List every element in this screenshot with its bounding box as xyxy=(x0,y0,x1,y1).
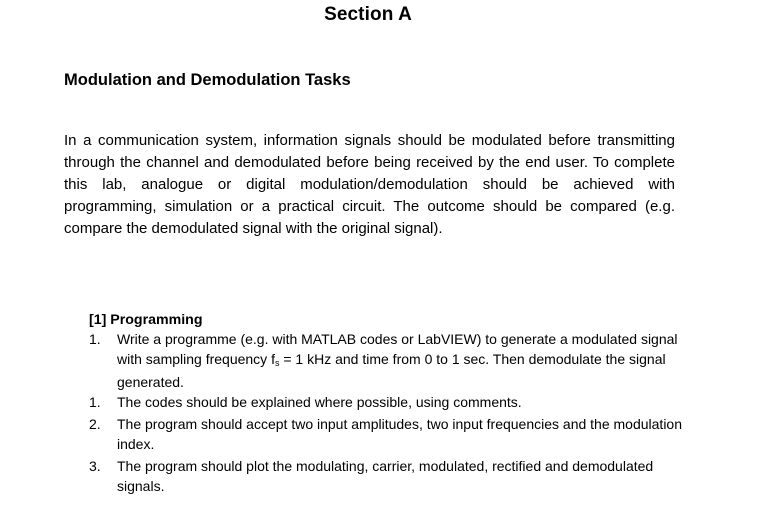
programming-list xyxy=(89,330,689,496)
list-item-text: Write a programme (e.g. with MATLAB codes or LabVIEW) to generate a modulated signal with sampling frequency $f_s = 1$ kHz and time from 0 to 1 sec. Then demodulate the signal generated. xyxy=(117,331,678,390)
programming-heading: [1] Programming xyxy=(89,312,203,328)
section-title: Section A xyxy=(324,4,412,25)
list-item xyxy=(89,457,689,496)
task-heading: Modulation and Demodulation Tasks xyxy=(64,71,351,89)
intro-paragraph: In a communication system, information signals should be modulated before transmitting through the channel and demodulated before being received by the end user. To complete this lab, analogue or digital modulation/demodulation should be achieved with programming, simulation or a practical circuit. The outcome should be compared (e.g. compare the demodulated signal with the original signal). xyxy=(64,132,675,237)
programming-section xyxy=(89,311,689,496)
list-item-number: 1. xyxy=(89,393,101,410)
list-item xyxy=(89,393,689,413)
list-item-number: 2. xyxy=(89,416,101,432)
list-item xyxy=(89,330,689,393)
list-item-number: 3. xyxy=(89,458,101,474)
list-item-text: The codes should be explained where possible, using comments. xyxy=(117,393,522,410)
list-item-text: The program should plot the modulating, carrier, modulated, rectified and demodulated signals. xyxy=(117,458,654,494)
list-item-text: The program should accept two input amplitudes, two input frequencies and the modulation index. xyxy=(117,416,683,452)
list-item-number: 1. xyxy=(89,331,101,347)
list-item xyxy=(89,415,689,454)
